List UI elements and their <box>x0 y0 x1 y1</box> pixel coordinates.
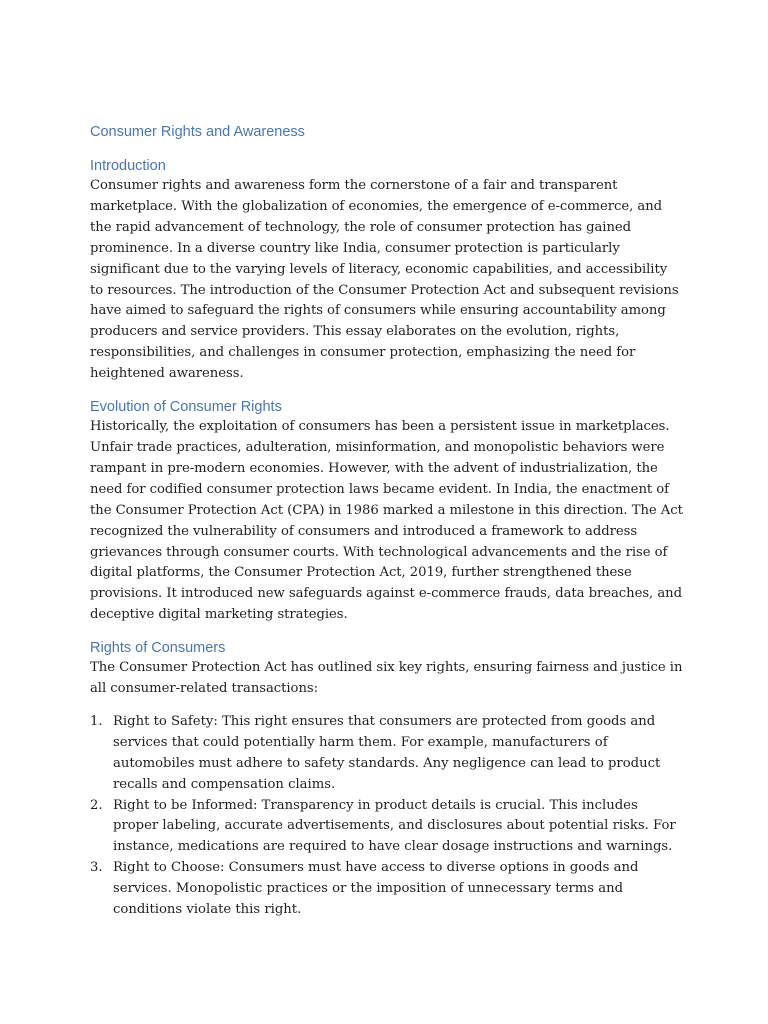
document-page <box>90 122 684 921</box>
rights-heading: Rights of Consumers <box>90 640 226 657</box>
list-item-text: Right to Safety: This right ensures that consumers are protected from goods and services that could potentially harm them. For example, manufacturers of automobiles must adhere to safety standards. Any negligence can lead to product recalls and compensation claims. <box>113 713 661 792</box>
rights-intro-paragraph: The Consumer Protection Act has outlined six key rights, ensuring fairness and justice in all consumer-related transactions: <box>90 660 683 697</box>
list-item-text: Right to be Informed: Transparency in product details is crucial. This includes proper labeling, accurate advertisements, and disclosures about potential risks. For instance, medications are required to have clear dosage instructions and warnings. <box>113 797 676 855</box>
list-item-text: Right to Choose: Consumers must have access to diverse options in goods and services. Monopolistic practices or the imposition of unnecessary terms and conditions violate this right. <box>113 860 639 918</box>
document-title: Consumer Rights and Awareness <box>90 124 305 140</box>
list-item-number: 3. <box>90 860 103 876</box>
list-item <box>90 858 684 921</box>
list-item <box>90 712 684 796</box>
introduction-paragraph: Consumer rights and awareness form the cornerstone of a fair and transparent marketplace. With the globalization of economies, the emergence of e-commerce, and the rapid advancement of technology, the role of consumer protection has gained prominence. In a diverse country like India, consumer protection is particularly significant due to the varying levels of literacy, economic capabilities, and accessibility to resources. The introduction of the Consumer Protection Act and subsequent revisions have aimed to safeguard the rights of consumers while ensuring accountability among producers and service providers. This essay elaborates on the evolution, rights, responsibilities, and challenges in consumer protection, emphasizing the need for heightened awareness. <box>90 178 679 382</box>
rights-list <box>90 712 684 921</box>
evolution-heading: Evolution of Consumer Rights <box>90 399 282 416</box>
list-item-number: 2. <box>90 797 103 813</box>
evolution-paragraph: Historically, the exploitation of consumers has been a persistent issue in marketplaces. Unfair trade practices, adulteration, misinformation, and monopolistic behaviors were rampant in pre-modern economies. However, with the advent of industrialization, the need for codified consumer protection laws became evident. In India, the enactment of the Consumer Protection Act (CPA) in 1986 marked a milestone in this direction. The Act recognized the vulnerability of consumers and introduced a framework to address grievances through consumer courts. With technological advancements and the rise of digital platforms, the Consumer Protection Act, 2019, further strengthened these provisions. It introduced new safeguards against e-commerce frauds, data breaches, and deceptive digital marketing strategies. <box>90 419 683 623</box>
list-item <box>90 796 684 859</box>
list-item-number: 1. <box>90 713 103 729</box>
introduction-heading: Introduction <box>90 158 166 174</box>
